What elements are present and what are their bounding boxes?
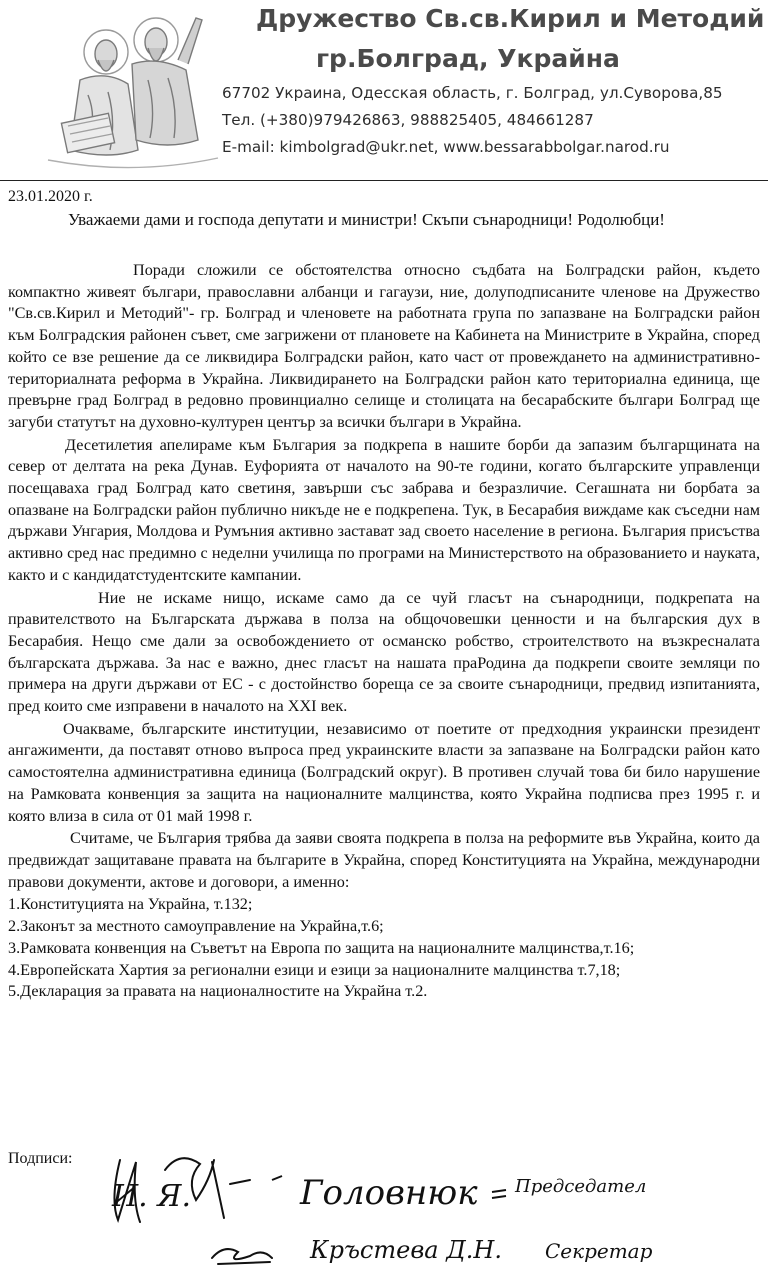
list-item: 1.Конституцията на Украйна, т.132; [8, 895, 253, 914]
phone-line: Тел. (+380)979426863, 988825405, 484661287 [222, 111, 594, 129]
signature-initials: И. Я. [112, 1179, 191, 1214]
handwritten-role-2: Секретар [545, 1239, 653, 1263]
handwritten-name-1: Головнюк [300, 1173, 478, 1213]
list-item: 4.Европейската Хартия за регионални езици и езици за националните малцинства т.7,18; [8, 960, 621, 979]
letterhead-divider [0, 180, 768, 181]
handwritten-signatures [0, 1140, 768, 1286]
list-item: 5.Декларация за правата на националностите на Украйна т.2. [8, 982, 428, 1001]
letter-date: 23.01.2020 г. [8, 188, 93, 205]
saints-logo-image [28, 0, 238, 180]
documents-list [8, 894, 760, 1003]
signature-mark [272, 1176, 282, 1180]
salutation: Уважаеми дами и господа депутати и министри! Скъпи сънародници! Родолюбци! [68, 210, 665, 229]
address-line: 67702 Украина, Одесская область, г. Болград, ул.Суворова,85 [222, 84, 723, 102]
paragraph: Считаме, че България трябва да заяви своята подкрепа в полза на реформите във Украйна, които да предвиждат защитаване правата на българите в Украйна, според Конституцията на Украйна, международни правови документи, актове и договори, а именно: [8, 829, 760, 891]
paragraph: Поради сложили се обстоятелства относно съдбата на Болградски район, където компактно живеят българи, православни албанци и гагаузи, ние, долуподписаните членове на Дружество "Св.св.Кирил и Методий"- гр. Болград и членовете на работната група по запазване на Болградски район към Болградския районен съвет, сме загрижени от плановете на Кабинета на Министрите в Украйна, според който се взе решение да се ликвидира Болградски район, като част от провеждането на административно-териториалната реформа в Украйна. Ликвидирането на Болградски район като териториална единица, ще превърне град Болград в редовно провинциално селище и столицата на бесарабските българи Болград ще загуби статутът на духовно-културен център за всички българи в Украйна. [8, 261, 760, 431]
organization-city: гр.Болград, Украйна [316, 44, 620, 73]
signature-mark [492, 1190, 506, 1198]
handwritten-name-2: Кръстева Д.Н. [310, 1236, 502, 1264]
paragraph: Ние не искаме нищо, искаме само да се чуй гласът на сънародници, подкрепата на правителството на Българската държава в полза на общочовешки ценности и на българския дух в Бесарабия. Нещо сме дали за освобождението от османско робство, строителството на възкресналата българската държава. За нас е важно, днес гласът на нашата праРодина да подкрепи своите земляци по примера на други държави от ЕС - с достойнство бореща се за своите сънародници, предвид изпитанията, пред които сме изправени в началото на XXI век. [8, 588, 760, 716]
handwritten-role-1: Председател [515, 1176, 647, 1197]
organization-name: Дружество Св.св.Кирил и Методий [256, 4, 765, 33]
letter-body [8, 260, 760, 1003]
list-item: 2.Законът за местното самоуправление на Украйна,т.6; [8, 917, 384, 936]
list-item: 3.Рамковата конвенция на Съветът на Европа по защита на националните малцинства,т.16; [8, 938, 635, 957]
paragraph: Очакваме, българските институции, независимо от поетите от предходния украински президент ангажименти, да поставят отново въпроса пред украинските власти за запазване на Болградски район като самостоятелна административна единица (Болградский округ). В противен случай това би било нарушение на Рамковата конвенция за защита на националните малцинства, която Украйна подписва през 1995 г. и която влиза в сила от 01 май 1998 г. [8, 719, 760, 825]
paragraph: Десетилетия апелираме към България за подкрепа в нашите борби да запазим българщината на север от делтата на река Дунав. Еуфорията от началото на 90-те години, когато българските управленци посещаваха град Болград като светиня, завърши със забрава и безразличие. Сегашната ни борбата за опазване на Болградски район публично никъде не е подкрепена. Тук, в Бесарабия виждаме как съседни нам държави Унгария, Молдова и Румъния активно застават зад своето население в региона. България присъства активно сред нас предимно с неделни училища по програми на Министерството на образованието и науката, както и с кандидатстудентските кампании. [8, 435, 760, 584]
email-web-line: E-mail: kimbolgrad@ukr.net, www.bessarabbolgar.narod.ru [222, 138, 670, 156]
signatures-label: Подписи: [8, 1150, 73, 1167]
